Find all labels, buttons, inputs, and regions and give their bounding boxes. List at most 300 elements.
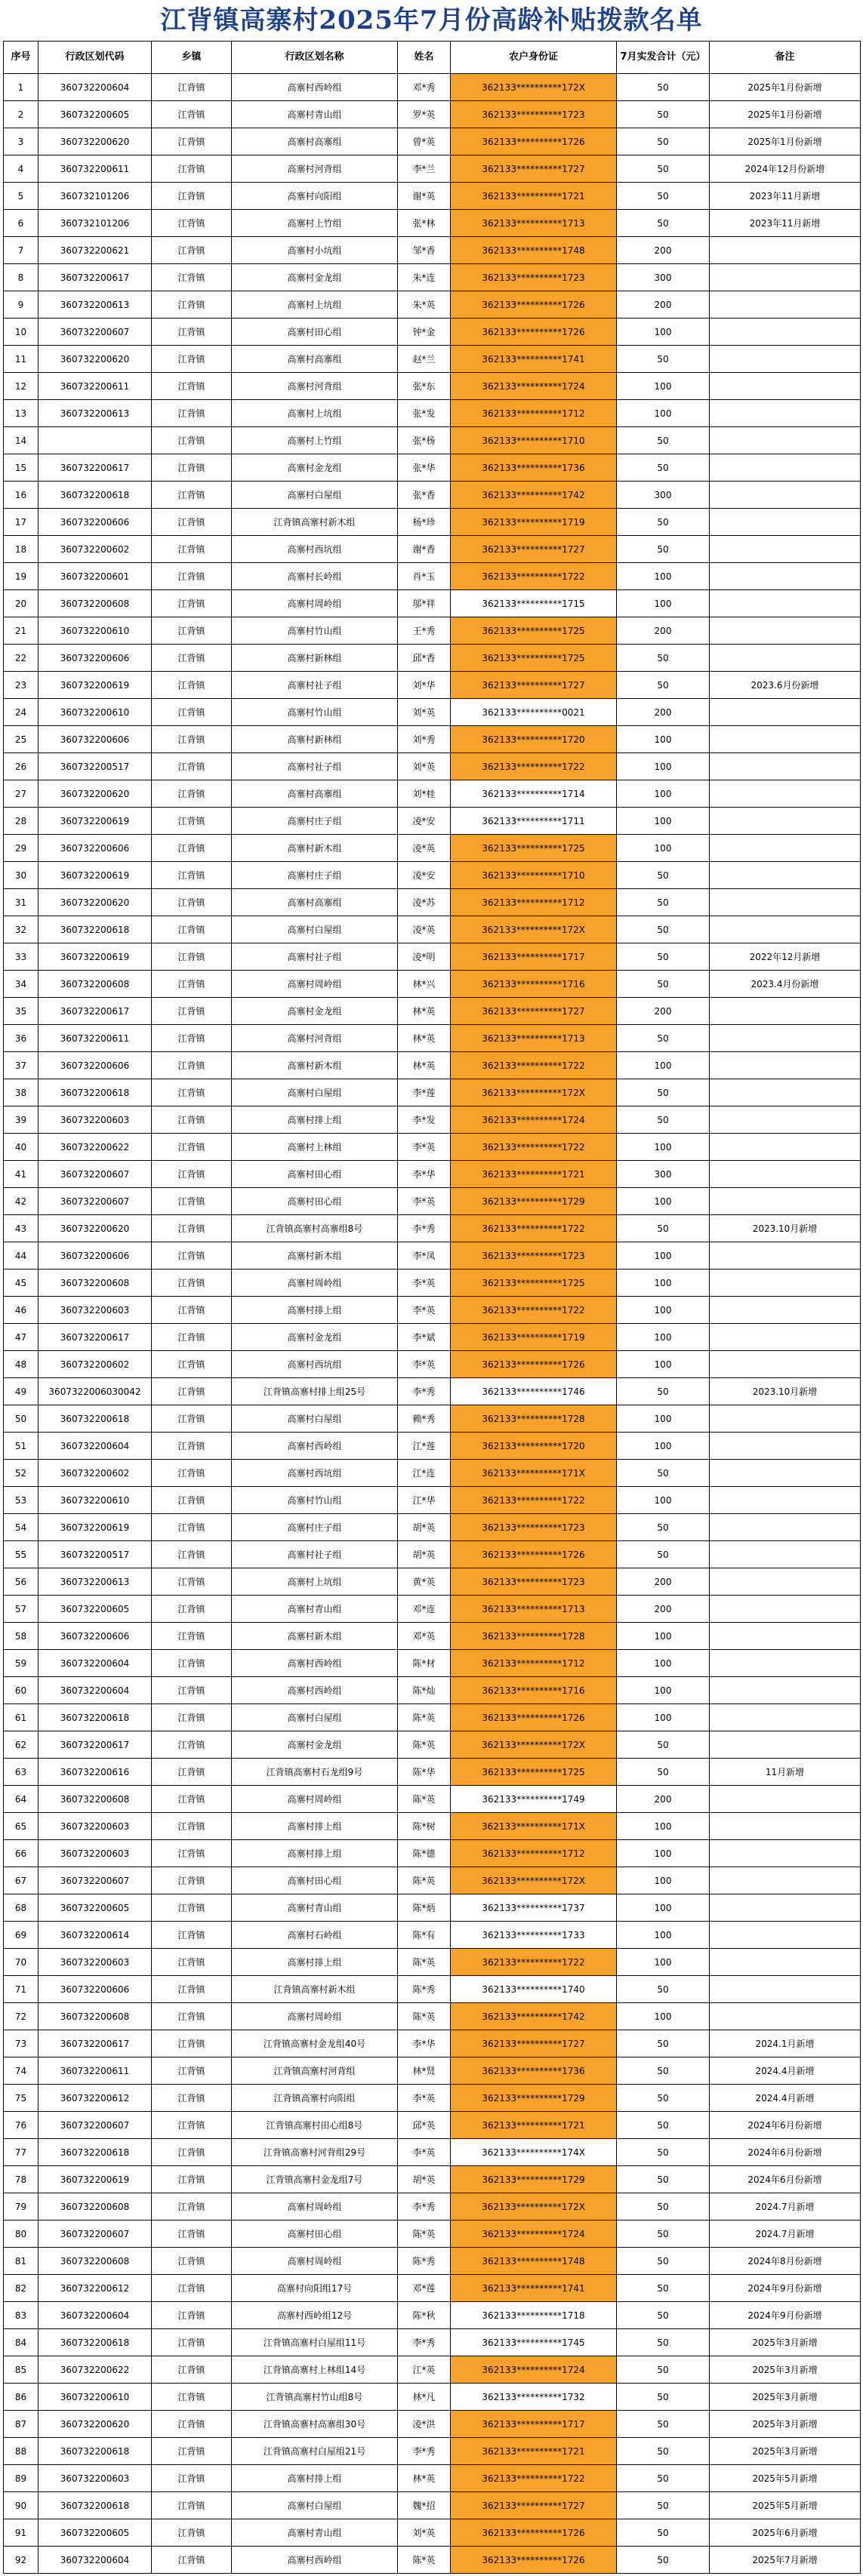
table-row	[4, 74, 861, 101]
code-cell: 360732200608	[39, 971, 152, 998]
area-cell: 江背镇高寨村河背组29号	[232, 2139, 398, 2166]
name-cell: 李*英	[398, 1134, 451, 1161]
header-amount: 7月实发合计（元）	[617, 42, 710, 74]
name-cell: 邓*秀	[398, 74, 451, 101]
area-cell: 高寨村排上组	[232, 1813, 398, 1840]
town-cell: 江背镇	[152, 1949, 232, 1976]
seq-cell: 20	[4, 590, 39, 617]
town-cell: 江背镇	[152, 1894, 232, 1922]
table-row	[4, 1677, 861, 1704]
seq-cell: 35	[4, 998, 39, 1025]
seq-cell: 2	[4, 101, 39, 128]
id-cell: 362133**********172X	[451, 1731, 617, 1759]
town-cell: 江背镇	[152, 726, 232, 753]
table-row	[4, 1867, 861, 1894]
seq-cell: 32	[4, 916, 39, 943]
code-cell: 360732200616	[39, 1759, 152, 1786]
seq-cell: 10	[4, 319, 39, 346]
code-cell: 360732200621	[39, 237, 152, 264]
note-cell	[710, 1704, 861, 1731]
amount-cell: 100	[617, 1623, 710, 1650]
id-cell: 362133**********1725	[451, 1759, 617, 1786]
area-cell: 高寨村高寨组	[232, 128, 398, 155]
town-cell: 江背镇	[152, 2003, 232, 2030]
code-cell: 360732200604	[39, 1650, 152, 1677]
town-cell: 江背镇	[152, 101, 232, 128]
note-cell	[710, 1596, 861, 1623]
town-cell: 江背镇	[152, 617, 232, 645]
name-cell: 陈*华	[398, 1759, 451, 1786]
id-cell: 362133**********1710	[451, 862, 617, 889]
table-row	[4, 1297, 861, 1324]
note-cell	[710, 699, 861, 726]
table-row	[4, 1405, 861, 1433]
note-cell: 2024.7月新增	[710, 2221, 861, 2248]
table-row	[4, 482, 861, 509]
id-cell: 362133**********1714	[451, 780, 617, 808]
code-cell: 360732200613	[39, 291, 152, 319]
seq-cell: 15	[4, 454, 39, 482]
note-cell: 2024.1月新增	[710, 2030, 861, 2057]
amount-cell: 50	[617, 672, 710, 699]
town-cell: 江背镇	[152, 780, 232, 808]
name-cell: 邓*英	[398, 1623, 451, 1650]
area-cell: 江背镇高寨村高寨组30号	[232, 2411, 398, 2438]
table-row	[4, 1324, 861, 1351]
amount-cell: 100	[617, 1650, 710, 1677]
seq-cell: 51	[4, 1433, 39, 1460]
table-row	[4, 672, 861, 699]
note-cell: 2025年3月新增	[710, 2384, 861, 2411]
amount-cell: 50	[617, 2275, 710, 2302]
note-cell	[710, 536, 861, 563]
code-cell: 360732200608	[39, 2003, 152, 2030]
seq-cell: 14	[4, 427, 39, 454]
code-cell: 360732200604	[39, 1433, 152, 1460]
seq-cell: 88	[4, 2438, 39, 2465]
area-cell: 高寨村小坑组	[232, 237, 398, 264]
town-cell: 江背镇	[152, 1623, 232, 1650]
seq-cell: 31	[4, 889, 39, 916]
table-row	[4, 155, 861, 183]
town-cell: 江背镇	[152, 2547, 232, 2574]
town-cell: 江背镇	[152, 2057, 232, 2085]
seq-cell: 63	[4, 1759, 39, 1786]
amount-cell: 100	[617, 753, 710, 780]
code-cell: 360732200604	[39, 1677, 152, 1704]
seq-cell: 1	[4, 74, 39, 101]
seq-cell: 5	[4, 183, 39, 210]
note-cell	[710, 1460, 861, 1487]
name-cell: 陈*秀	[398, 2248, 451, 2275]
code-cell: 360732200603	[39, 1949, 152, 1976]
town-cell: 江背镇	[152, 2275, 232, 2302]
table-row	[4, 943, 861, 971]
table-row	[4, 1378, 861, 1405]
town-cell: 江背镇	[152, 2030, 232, 2057]
id-cell: 362133**********1721	[451, 2112, 617, 2139]
code-cell: 360732200606	[39, 726, 152, 753]
seq-cell: 91	[4, 2519, 39, 2547]
id-cell: 362133**********1722	[451, 1134, 617, 1161]
seq-cell: 7	[4, 237, 39, 264]
amount-cell: 200	[617, 1568, 710, 1596]
table-row	[4, 2492, 861, 2519]
amount-cell: 50	[617, 1514, 710, 1541]
seq-cell: 27	[4, 780, 39, 808]
name-cell: 林*贤	[398, 2057, 451, 2085]
table-row	[4, 509, 861, 536]
area-cell: 高寨村竹山组	[232, 699, 398, 726]
code-cell: 360732200610	[39, 2384, 152, 2411]
id-cell: 362133**********1715	[451, 590, 617, 617]
area-cell: 高寨村向阳组	[232, 183, 398, 210]
seq-cell: 53	[4, 1487, 39, 1514]
area-cell: 高寨村周岭组	[232, 2248, 398, 2275]
table-row	[4, 1487, 861, 1514]
table-row	[4, 2085, 861, 2112]
area-cell: 高寨村青山组	[232, 101, 398, 128]
town-cell: 江背镇	[152, 916, 232, 943]
seq-cell: 43	[4, 1215, 39, 1242]
id-cell: 362133**********1727	[451, 672, 617, 699]
area-cell: 高寨村田心组	[232, 319, 398, 346]
code-cell: 360732200619	[39, 1514, 152, 1541]
code-cell: 360732200603	[39, 2465, 152, 2492]
name-cell: 张*华	[398, 454, 451, 482]
name-cell: 林*兴	[398, 971, 451, 998]
seq-cell: 64	[4, 1786, 39, 1813]
id-cell: 362133**********172X	[451, 2193, 617, 2221]
amount-cell: 200	[617, 998, 710, 1025]
area-cell: 高寨村田心组	[232, 1161, 398, 1188]
table-row	[4, 971, 861, 998]
amount-cell: 100	[617, 1242, 710, 1270]
name-cell: 赖*秀	[398, 1405, 451, 1433]
code-cell: 3607322006030042	[39, 1378, 152, 1405]
seq-cell: 4	[4, 155, 39, 183]
note-cell	[710, 400, 861, 427]
note-cell	[710, 617, 861, 645]
note-cell	[710, 1487, 861, 1514]
note-cell: 2023.10月新增	[710, 1378, 861, 1405]
seq-cell: 12	[4, 373, 39, 400]
note-cell: 2024年6月份新增	[710, 2112, 861, 2139]
table-row	[4, 916, 861, 943]
id-cell: 362133**********1725	[451, 645, 617, 672]
town-cell: 江背镇	[152, 2465, 232, 2492]
id-cell: 362133**********1726	[451, 319, 617, 346]
note-cell	[710, 482, 861, 509]
area-cell: 高寨村新林组	[232, 726, 398, 753]
id-cell: 362133**********1727	[451, 155, 617, 183]
note-cell	[710, 590, 861, 617]
code-cell: 360732200603	[39, 1840, 152, 1867]
note-cell: 2023年11月新增	[710, 183, 861, 210]
name-cell: 谢*英	[398, 183, 451, 210]
town-cell: 江背镇	[152, 210, 232, 237]
name-cell: 李*莲	[398, 1079, 451, 1106]
seq-cell: 25	[4, 726, 39, 753]
code-cell: 360732200607	[39, 2221, 152, 2248]
name-cell: 江*华	[398, 1487, 451, 1514]
name-cell: 凌*英	[398, 835, 451, 862]
id-cell: 362133**********1723	[451, 1568, 617, 1596]
area-cell: 高寨村河背组	[232, 155, 398, 183]
name-cell: 王*秀	[398, 617, 451, 645]
table-row	[4, 2411, 861, 2438]
amount-cell: 50	[617, 1976, 710, 2003]
name-cell: 邓*莲	[398, 2275, 451, 2302]
area-cell: 高寨村西坑组	[232, 536, 398, 563]
id-cell: 362133**********1729	[451, 1188, 617, 1215]
town-cell: 江背镇	[152, 1731, 232, 1759]
table-row	[4, 1976, 861, 2003]
name-cell: 肖*玉	[398, 563, 451, 590]
seq-cell: 78	[4, 2166, 39, 2193]
amount-cell: 200	[617, 617, 710, 645]
town-cell: 江背镇	[152, 2329, 232, 2356]
town-cell: 江背镇	[152, 2302, 232, 2329]
id-cell: 362133**********1726	[451, 1541, 617, 1568]
id-cell: 362133**********1724	[451, 1106, 617, 1134]
id-cell: 362133**********1741	[451, 346, 617, 373]
area-cell: 高寨村金龙组	[232, 264, 398, 291]
seq-cell: 3	[4, 128, 39, 155]
table-row	[4, 319, 861, 346]
area-cell: 高寨村白屋组	[232, 2492, 398, 2519]
note-cell: 2023.10月新增	[710, 1215, 861, 1242]
id-cell: 362133**********0021	[451, 699, 617, 726]
town-cell: 江背镇	[152, 2384, 232, 2411]
note-cell: 2025年3月新增	[710, 2329, 861, 2356]
id-cell: 362133**********1719	[451, 509, 617, 536]
area-cell: 高寨村庄子组	[232, 808, 398, 835]
seq-cell: 13	[4, 400, 39, 427]
note-cell	[710, 1650, 861, 1677]
area-cell: 高寨村排上组	[232, 2465, 398, 2492]
code-cell: 360732101206	[39, 183, 152, 210]
id-cell: 362133**********1720	[451, 1433, 617, 1460]
id-cell: 362133**********1721	[451, 183, 617, 210]
table-row	[4, 1514, 861, 1541]
note-cell	[710, 1541, 861, 1568]
name-cell: 陈*英	[398, 1949, 451, 1976]
name-cell: 钟*金	[398, 319, 451, 346]
name-cell: 林*英	[398, 1025, 451, 1052]
town-cell: 江背镇	[152, 753, 232, 780]
area-cell: 高寨村排上组	[232, 1297, 398, 1324]
id-cell: 362133**********1726	[451, 1704, 617, 1731]
name-cell: 邱*英	[398, 2112, 451, 2139]
id-cell: 362133**********1726	[451, 2547, 617, 2574]
area-cell: 高寨村西岭组12号	[232, 2302, 398, 2329]
name-cell: 江*英	[398, 2356, 451, 2384]
id-cell: 362133**********1721	[451, 2438, 617, 2465]
note-cell	[710, 753, 861, 780]
area-cell: 高寨村周岭组	[232, 1270, 398, 1297]
area-cell: 高寨村上竹组	[232, 427, 398, 454]
code-cell: 360732200608	[39, 1270, 152, 1297]
note-cell: 2025年3月新增	[710, 2356, 861, 2384]
note-cell	[710, 346, 861, 373]
code-cell: 360732200607	[39, 2112, 152, 2139]
seq-cell: 60	[4, 1677, 39, 1704]
id-cell: 362133**********1719	[451, 1324, 617, 1351]
code-cell: 360732200618	[39, 1405, 152, 1433]
town-cell: 江背镇	[152, 645, 232, 672]
amount-cell: 50	[617, 210, 710, 237]
town-cell: 江背镇	[152, 1568, 232, 1596]
id-cell: 362133**********1727	[451, 998, 617, 1025]
town-cell: 江背镇	[152, 943, 232, 971]
id-cell: 362133**********1722	[451, 1297, 617, 1324]
id-cell: 362133**********1736	[451, 2057, 617, 2085]
name-cell: 黄*英	[398, 1568, 451, 1596]
code-cell: 360732200606	[39, 1976, 152, 2003]
amount-cell: 100	[617, 1297, 710, 1324]
note-cell	[710, 1731, 861, 1759]
id-cell: 362133**********1724	[451, 2356, 617, 2384]
area-cell: 高寨村新木组	[232, 835, 398, 862]
seq-cell: 74	[4, 2057, 39, 2085]
name-cell: 刘*英	[398, 753, 451, 780]
seq-cell: 82	[4, 2275, 39, 2302]
note-cell: 2025年1月份新增	[710, 128, 861, 155]
code-cell: 360732200601	[39, 563, 152, 590]
name-cell: 李*斌	[398, 1324, 451, 1351]
town-cell: 江背镇	[152, 427, 232, 454]
id-cell: 362133**********1725	[451, 617, 617, 645]
amount-cell: 50	[617, 1106, 710, 1134]
name-cell: 张*杨	[398, 427, 451, 454]
area-cell: 高寨村青山组	[232, 2519, 398, 2547]
seq-cell: 54	[4, 1514, 39, 1541]
area-cell: 高寨村竹山组	[232, 1487, 398, 1514]
id-cell: 362133**********1729	[451, 2166, 617, 2193]
area-cell: 高寨村高寨组	[232, 346, 398, 373]
town-cell: 江背镇	[152, 2492, 232, 2519]
area-cell: 高寨村庄子组	[232, 862, 398, 889]
seq-cell: 73	[4, 2030, 39, 2057]
area-cell: 高寨村竹山组	[232, 617, 398, 645]
note-cell	[710, 563, 861, 590]
note-cell: 2025年3月新增	[710, 2411, 861, 2438]
table-row	[4, 2356, 861, 2384]
area-cell: 高寨村上竹组	[232, 210, 398, 237]
amount-cell: 50	[617, 2492, 710, 2519]
note-cell	[710, 1677, 861, 1704]
id-cell: 362133**********1711	[451, 808, 617, 835]
seq-cell: 19	[4, 563, 39, 590]
seq-cell: 6	[4, 210, 39, 237]
table-row	[4, 2547, 861, 2574]
table-row	[4, 1650, 861, 1677]
code-cell: 360732200611	[39, 1025, 152, 1052]
amount-cell: 100	[617, 1704, 710, 1731]
code-cell: 360732200611	[39, 2057, 152, 2085]
name-cell: 张*发	[398, 400, 451, 427]
table-row	[4, 1568, 861, 1596]
name-cell: 邓*连	[398, 1596, 451, 1623]
name-cell: 江*连	[398, 1460, 451, 1487]
seq-cell: 48	[4, 1351, 39, 1378]
town-cell: 江背镇	[152, 1867, 232, 1894]
area-cell: 高寨村青山组	[232, 1596, 398, 1623]
table-row	[4, 1813, 861, 1840]
area-cell: 高寨村新木组	[232, 1242, 398, 1270]
code-cell: 360732200604	[39, 2302, 152, 2329]
name-cell: 李*秀	[398, 1378, 451, 1405]
table-row	[4, 2275, 861, 2302]
town-cell: 江背镇	[152, 319, 232, 346]
code-cell: 360732200613	[39, 1568, 152, 1596]
id-cell: 362133**********1726	[451, 291, 617, 319]
seq-cell: 59	[4, 1650, 39, 1677]
table-row	[4, 536, 861, 563]
id-cell: 362133**********1721	[451, 1161, 617, 1188]
name-cell: 凌*英	[398, 916, 451, 943]
town-cell: 江背镇	[152, 237, 232, 264]
note-cell	[710, 237, 861, 264]
code-cell: 360732200618	[39, 2438, 152, 2465]
amount-cell: 50	[617, 971, 710, 998]
id-cell: 362133**********1748	[451, 237, 617, 264]
town-cell: 江背镇	[152, 1541, 232, 1568]
seq-cell: 68	[4, 1894, 39, 1922]
note-cell: 2025年5月新增	[710, 2492, 861, 2519]
name-cell: 陈*英	[398, 1867, 451, 1894]
area-cell: 高寨村高寨组	[232, 780, 398, 808]
note-cell	[710, 264, 861, 291]
table-row	[4, 2384, 861, 2411]
code-cell: 360732200622	[39, 1134, 152, 1161]
town-cell: 江背镇	[152, 1025, 232, 1052]
code-cell: 360732200617	[39, 1731, 152, 1759]
code-cell: 360732200605	[39, 2519, 152, 2547]
table-row	[4, 2003, 861, 2030]
seq-cell: 89	[4, 2465, 39, 2492]
amount-cell: 100	[617, 1813, 710, 1840]
note-cell	[710, 998, 861, 1025]
code-cell: 360732200608	[39, 1786, 152, 1813]
note-cell	[710, 1405, 861, 1433]
area-cell: 高寨村上坑组	[232, 1568, 398, 1596]
code-cell: 360732200607	[39, 319, 152, 346]
table-row	[4, 617, 861, 645]
seq-cell: 40	[4, 1134, 39, 1161]
seq-cell: 55	[4, 1541, 39, 1568]
table-row	[4, 726, 861, 753]
note-cell	[710, 1813, 861, 1840]
area-cell: 高寨村西岭组	[232, 1677, 398, 1704]
header-town: 乡镇	[152, 42, 232, 74]
name-cell: 陈*秋	[398, 2302, 451, 2329]
name-cell: 林*凡	[398, 2384, 451, 2411]
area-cell: 高寨村田心组	[232, 2221, 398, 2248]
amount-cell: 100	[617, 1134, 710, 1161]
area-cell: 高寨村排上组	[232, 1840, 398, 1867]
town-cell: 江背镇	[152, 346, 232, 373]
amount-cell: 100	[617, 1949, 710, 1976]
note-cell: 2022年12月新增	[710, 943, 861, 971]
note-cell: 11月新增	[710, 1759, 861, 1786]
table-row	[4, 1949, 861, 1976]
name-cell: 李*英	[398, 1188, 451, 1215]
area-cell: 江背镇高寨村石龙组9号	[232, 1759, 398, 1786]
table-row	[4, 1025, 861, 1052]
code-cell: 360732200618	[39, 916, 152, 943]
